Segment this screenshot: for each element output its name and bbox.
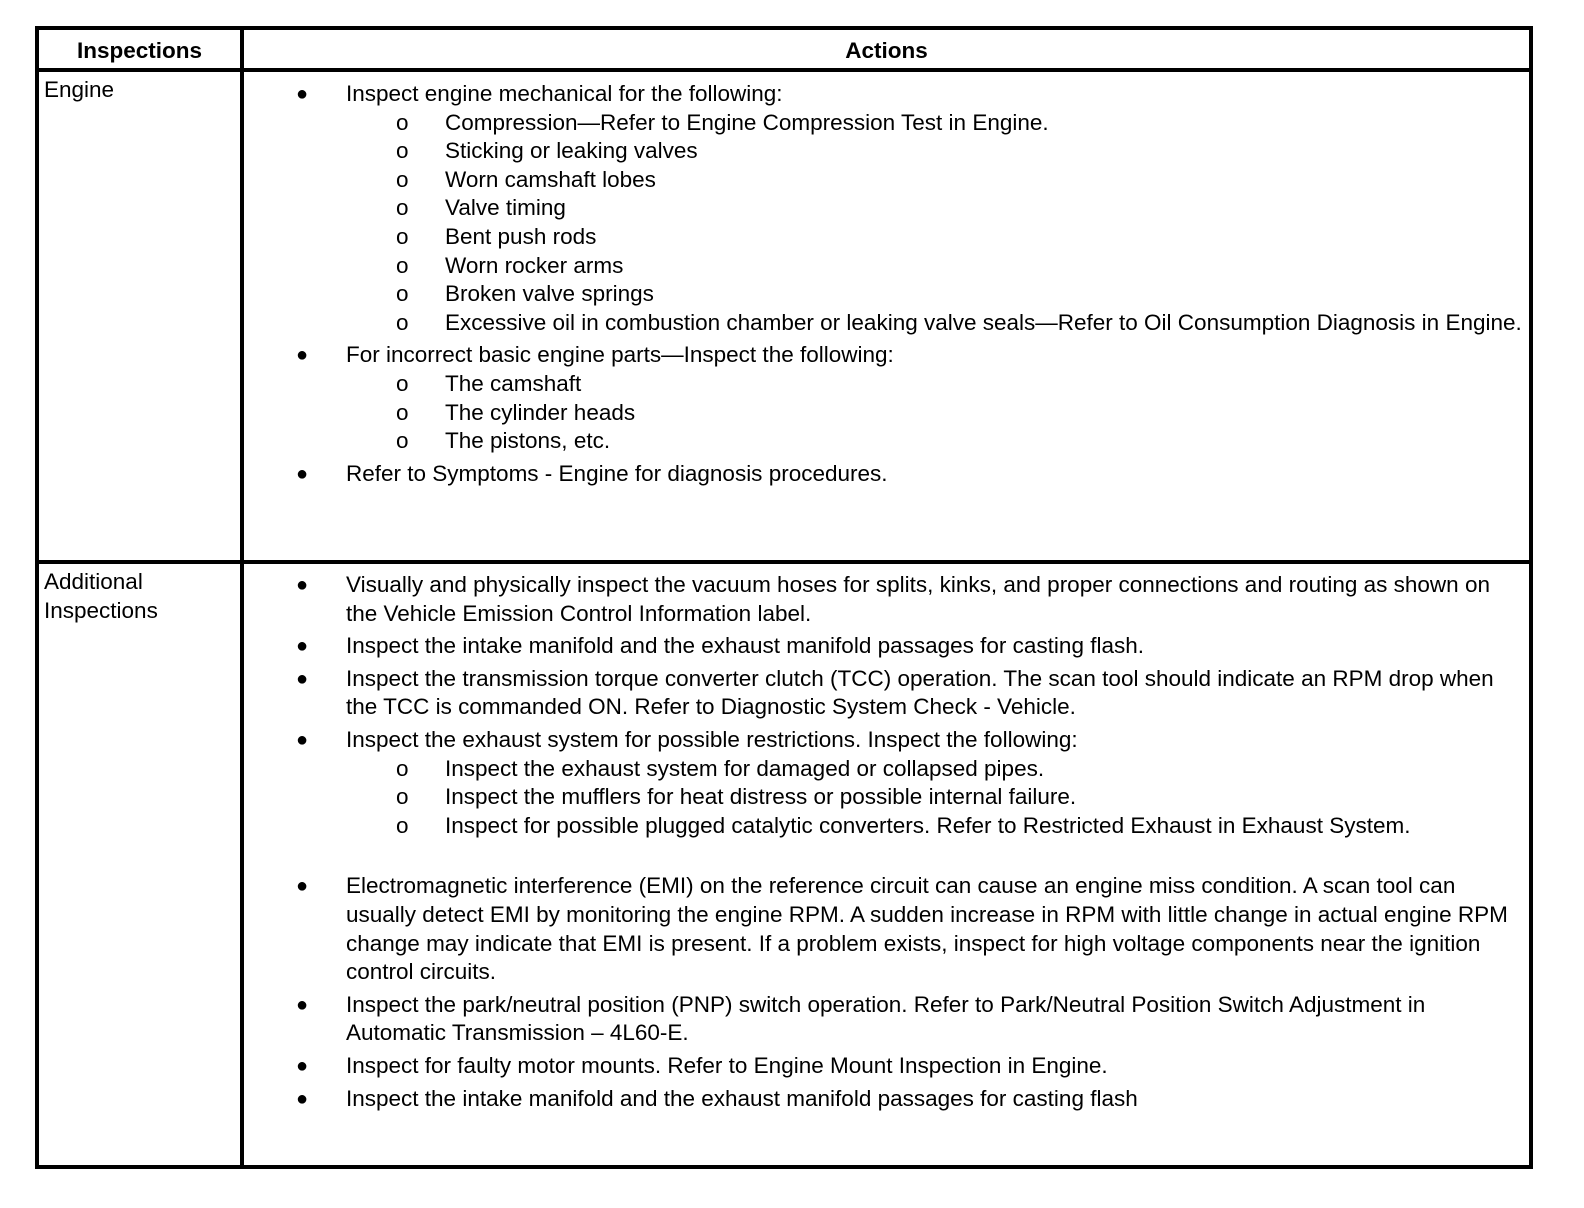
sub-item — [346, 783, 1523, 812]
action-text: Visually and physically inspect the vacuum hoses for splits, kinks, and proper connections and routing as shown on the Vehicle Emission Control Information label. — [346, 572, 1490, 626]
circle-bullet-icon: o — [396, 138, 409, 164]
bullet-icon: ● — [296, 344, 309, 367]
action-item — [244, 341, 1527, 455]
sub-item-text: Broken valve springs — [445, 281, 654, 307]
bullet-icon: ● — [296, 875, 309, 898]
sub-item — [346, 427, 1523, 456]
action-text: Inspect engine mechanical for the following: — [346, 81, 783, 106]
circle-bullet-icon: o — [396, 195, 409, 221]
inspection-table — [35, 26, 1533, 1169]
sub-item — [346, 370, 1523, 399]
sub-item — [346, 223, 1523, 252]
header-divider — [39, 68, 1529, 72]
circle-bullet-icon: o — [396, 755, 409, 781]
spacer — [346, 840, 1523, 868]
sub-item-text: The camshaft — [445, 370, 582, 396]
action-text: Inspect the intake manifold and the exhaust manifold passages for casting flash. — [346, 633, 1144, 659]
sub-item-text: Excessive oil in combustion chamber or leaking valve seals—Refer to Oil Consumption Diagnosis in Engine. — [445, 309, 1522, 335]
sub-item — [346, 137, 1523, 166]
action-item — [244, 1052, 1527, 1081]
action-text: Inspect the park/neutral position (PNP) switch operation. Refer to Park/Neutral Position Switch Adjustment in Automatic Transmission – 4L60-E. — [346, 991, 1426, 1046]
row-divider — [39, 560, 1529, 564]
action-item — [244, 872, 1527, 986]
sub-item-text: Inspect the exhaust system for damaged or collapsed pipes. — [445, 755, 1045, 781]
circle-bullet-icon: o — [396, 252, 409, 278]
circle-bullet-icon: o — [396, 166, 409, 192]
sub-item — [346, 252, 1523, 281]
bullet-icon: ● — [296, 83, 309, 105]
actions-engine — [244, 80, 1527, 492]
action-item — [244, 460, 1527, 489]
bullet-icon: ● — [296, 1054, 309, 1077]
action-text: Inspect the transmission torque converter clutch (TCC) operation. The scan tool should indicate an RPM drop when the TCC is commanded ON. Refer to Diagnostic System Check - Vehicle. — [346, 665, 1494, 720]
action-text: Inspect for faulty motor mounts. Refer to Engine Mount Inspection in Engine. — [346, 1052, 1108, 1078]
category-additional-inspections: Additional Inspections — [44, 569, 158, 623]
sub-item-text: Inspect the mufflers for heat distress or possible internal failure. — [445, 784, 1077, 810]
action-text: Refer to Symptoms - Engine for diagnosis procedures. — [346, 460, 888, 486]
action-item — [244, 632, 1527, 661]
circle-bullet-icon: o — [396, 784, 409, 810]
action-text: Electromagnetic interference (EMI) on the reference circuit can cause an engine miss condition. A scan tool can usually detect EMI by monitoring the engine RPM. A sudden increase in RPM with little change in actual engine RPM change may indicate that EMI is present. If a problem exists, inspect for high voltage components near the ignition control circuits. — [346, 873, 1508, 985]
bullet-icon: ● — [296, 635, 309, 658]
sub-item-text: Inspect for possible plugged catalytic converters. Refer to Restricted Exhaust in Exhaust System. — [445, 812, 1411, 838]
action-text: Inspect the exhaust system for possible restrictions. Inspect the following: — [346, 726, 1078, 752]
circle-bullet-icon: o — [396, 428, 409, 454]
sub-item — [346, 399, 1523, 428]
bullet-icon: ● — [296, 574, 309, 596]
sub-item-text: Valve timing — [445, 195, 566, 221]
sub-item — [346, 309, 1523, 338]
circle-bullet-icon: o — [396, 309, 409, 335]
bullet-icon: ● — [296, 728, 309, 751]
sub-item-text: Worn rocker arms — [445, 252, 624, 278]
bullet-icon: ● — [296, 993, 309, 1016]
circle-bullet-icon: o — [396, 812, 409, 838]
sub-item-text: Compression—Refer to Engine Compression Test in Engine. — [445, 109, 1049, 135]
circle-bullet-icon: o — [396, 281, 409, 307]
header-inspections: Inspections — [76, 38, 203, 63]
bullet-icon: ● — [296, 1087, 309, 1110]
action-text: Inspect the intake manifold and the exhaust manifold passages for casting flash — [346, 1085, 1138, 1111]
bullet-icon: ● — [296, 462, 309, 485]
sub-item-text: The cylinder heads — [445, 399, 636, 425]
sub-item — [346, 109, 1523, 138]
action-text: For incorrect basic engine parts—Inspect the following: — [346, 342, 894, 368]
sub-item — [346, 755, 1523, 784]
sub-item-text: Sticking or leaking valves — [445, 138, 698, 164]
circle-bullet-icon: o — [396, 223, 409, 249]
circle-bullet-icon: o — [396, 399, 409, 425]
sub-item-text: Bent push rods — [445, 223, 597, 249]
action-item — [244, 726, 1527, 868]
sub-item — [346, 280, 1523, 309]
action-item — [244, 80, 1527, 337]
action-item — [244, 571, 1527, 628]
sub-item — [346, 194, 1523, 223]
action-item — [244, 991, 1527, 1048]
action-item — [244, 665, 1527, 722]
sub-item-text: Worn camshaft lobes — [445, 166, 656, 192]
sub-item — [346, 166, 1523, 195]
sub-item — [346, 812, 1523, 841]
bullet-icon: ● — [296, 667, 309, 690]
category-engine: Engine — [44, 77, 115, 102]
actions-additional-inspections — [244, 571, 1527, 1117]
circle-bullet-icon: o — [396, 109, 409, 135]
sub-item-text: The pistons, etc. — [445, 428, 611, 454]
header-actions: Actions — [845, 38, 928, 63]
action-item — [244, 1085, 1527, 1114]
circle-bullet-icon: o — [396, 370, 409, 396]
